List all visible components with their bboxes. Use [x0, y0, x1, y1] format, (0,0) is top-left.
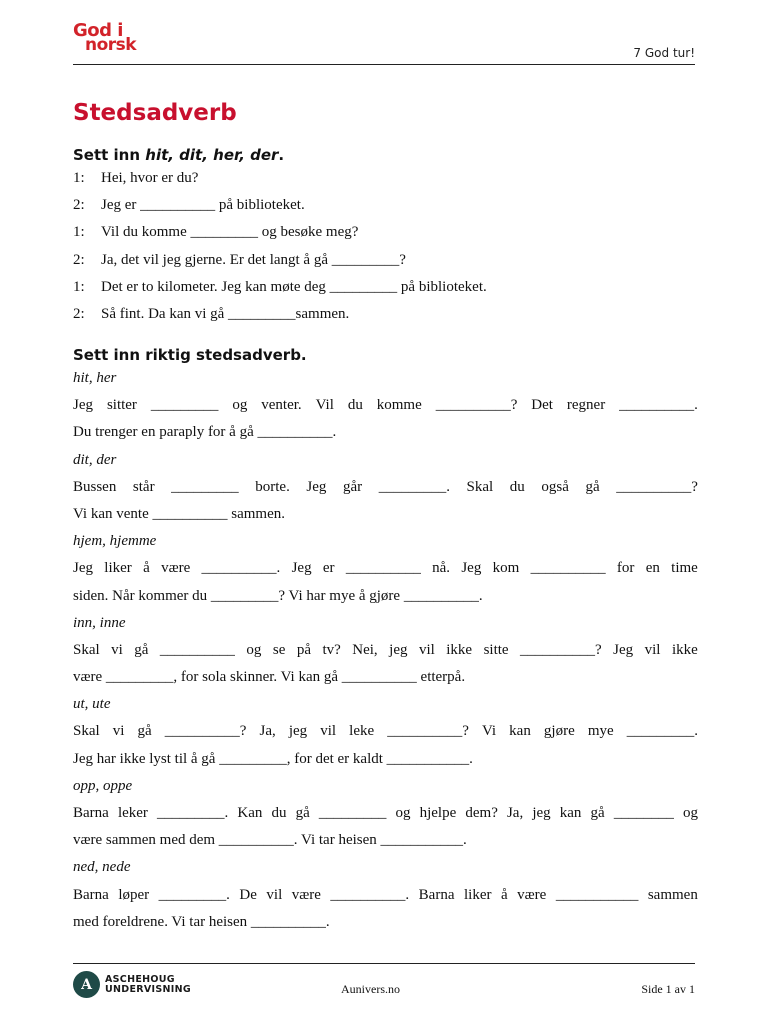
- word-hint: opp, oppe: [73, 777, 133, 794]
- footer-divider: [73, 963, 695, 964]
- page-title: Stedsadverb: [73, 100, 237, 126]
- speaker-number: 1:: [73, 278, 85, 295]
- dialog-line: [73, 306, 698, 333]
- section-dialog: [73, 146, 698, 333]
- aschehoug-badge-icon: A: [73, 971, 100, 998]
- word-hint: hit, her: [73, 370, 117, 386]
- exercise-line: med foreldrene. Vi tar heisen __________.: [73, 913, 330, 930]
- speaker-number: 2:: [73, 251, 85, 268]
- exercise-line: Du trenger en paraply for å gå __________.: [73, 424, 337, 441]
- section-heading: Sett inn riktig stedsadverb.: [73, 346, 307, 364]
- dialog-text: Vil du komme _________ og besøke meg?: [101, 224, 359, 241]
- section-heading: Sett inn hit, dit, her, der.: [73, 146, 285, 164]
- word-hint: dit, der: [73, 451, 117, 468]
- dialog-text: Så fint. Da kan vi gå _________sammen.: [101, 305, 350, 322]
- dialog-text: Det er to kilometer. Jeg kan møte deg _________ på biblioteket.: [101, 278, 487, 295]
- speaker-number: 2:: [73, 305, 85, 322]
- exercise-line: Barna løper _________. De vil være __________. Barna liker å være ___________ sammen: [73, 886, 698, 903]
- speaker-number: 1:: [73, 170, 85, 186]
- exercise-line: Bussen står _________ borte. Jeg går _________. Skal du også gå __________?: [73, 478, 698, 495]
- exercise-line: Jeg liker å være __________. Jeg er __________ nå. Jeg kom __________ for en time: [73, 560, 698, 577]
- page-number: Side 1 av 1: [641, 982, 695, 996]
- dialog-line: [73, 197, 698, 224]
- brand-name: ASCHEHOUG UNDERVISNING: [105, 973, 191, 995]
- word-hint: ned, nede: [73, 859, 131, 876]
- exercise-line: Skal vi gå __________? Ja, jeg vil leke __________? Vi kan gjøre mye _________.: [73, 723, 698, 740]
- speaker-number: 2:: [73, 197, 85, 214]
- dialog-line: [73, 279, 698, 306]
- word-hint: hjem, hjemme: [73, 533, 157, 550]
- exercise-line: være sammen med dem __________. Vi tar heisen ___________.: [73, 832, 467, 849]
- exercise-line: Jeg har ikke lyst til å gå _________, for det er kaldt ___________.: [73, 750, 473, 767]
- exercise-groups: [73, 370, 698, 941]
- dialog-line: [73, 224, 698, 251]
- exercise-line: Barna leker _________. Kan du gå _________ og hjelpe dem? Ja, jeg kan gå ________ og: [73, 805, 698, 821]
- word-hint: inn, inne: [73, 614, 126, 631]
- dialog-line: [73, 252, 698, 279]
- dialog-list: [73, 170, 698, 333]
- footer-site: Aunivers.no: [341, 982, 400, 996]
- chapter-label: 7 God tur!: [633, 46, 695, 60]
- aschehoug-logo: [73, 971, 191, 998]
- dialog-text: Ja, det vil jeg gjerne. Er det langt å gå _________?: [101, 251, 406, 268]
- word-hint: ut, ute: [73, 696, 111, 713]
- dialog-text: Jeg er __________ på biblioteket.: [101, 197, 305, 214]
- speaker-number: 1:: [73, 224, 85, 241]
- exercise-line: Vi kan vente __________ sammen.: [73, 505, 285, 522]
- exercise-line: Skal vi gå __________ og se på tv? Nei, jeg vil ikke sitte __________? Jeg vil ikke: [73, 641, 698, 658]
- page-header: [73, 20, 695, 65]
- dialog-line: [73, 170, 698, 197]
- exercise-line: være _________, for sola skinner. Vi kan gå __________ etterpå.: [73, 669, 466, 686]
- section-exercise: [73, 346, 698, 941]
- exercise-line: siden. Når kommer du _________? Vi har mye å gjøre __________.: [73, 587, 483, 604]
- god-i-norsk-logo: God i norsk: [73, 20, 137, 55]
- exercise-line: Jeg sitter _________ og venter. Vil du komme __________? Det regner __________.: [73, 397, 698, 414]
- dialog-text: Hei, hvor er du?: [101, 170, 199, 186]
